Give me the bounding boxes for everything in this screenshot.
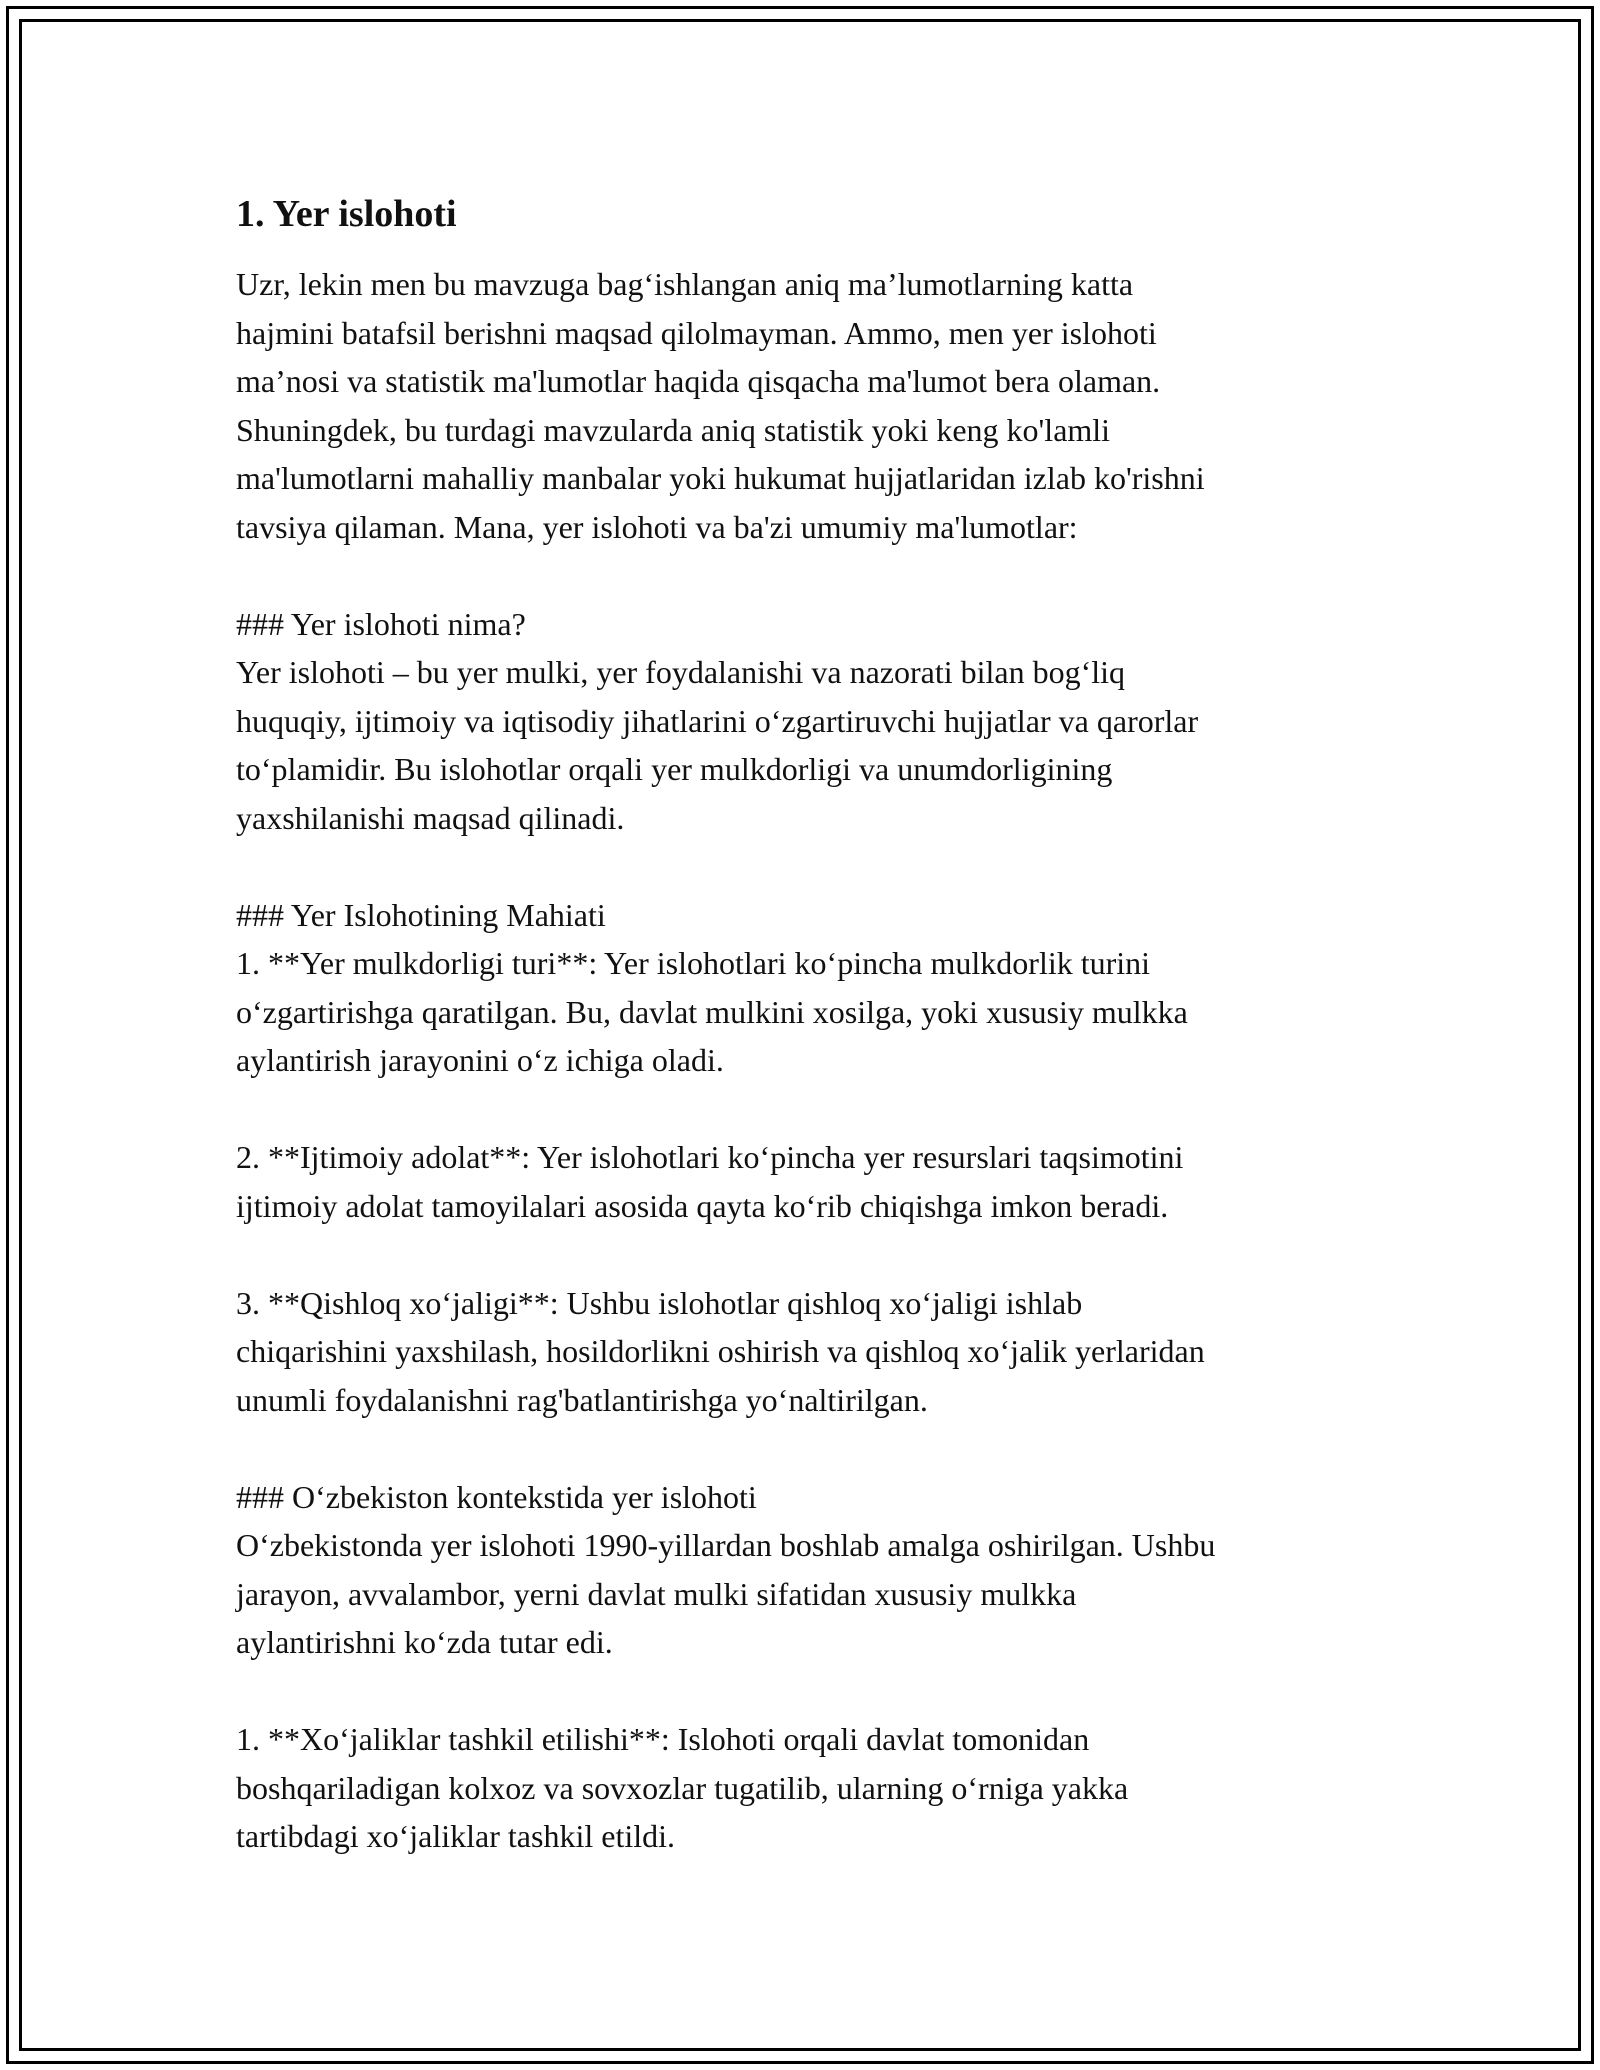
list-item-line: 2. **Ijtimoiy adolat**: Yer islohotlari ko‘pincha yer resurslari taqsimotini <box>236 1139 1184 1175</box>
text-line: huquqiy, ijtimoiy va iqtisodiy jihatlarini o‘zgartiruvchi hujjatlar va qarorlar <box>236 702 1199 739</box>
list-item-line: tartibdagi xo‘jaliklar tashkil etildi. <box>236 1818 675 1854</box>
blank-line <box>236 1085 1366 1134</box>
section-heading: ### Yer Islohotining Mahiati <box>236 896 606 933</box>
list-item-line: aylantirish jarayonini o‘z ichiga oladi. <box>236 1042 724 1078</box>
text-line: ma'lumotlarni mahalliy manbalar yoki hukumat hujjatlaridan izlab ko'rishni <box>236 460 1205 496</box>
list-item-line: 1. **Yer mulkdorligi turi**: Yer islohotlari ko‘pincha mulkdorlik turini <box>236 945 1151 981</box>
text-line: to‘plamidir. Bu islohotlar orqali yer mulkdorligi va unumdorligining <box>236 751 1113 787</box>
list-item-line: o‘zgartirishga qaratilgan. Bu, davlat mulkini xosilga, yoki xususiy mulkka <box>236 993 1188 1030</box>
text-line: tavsiya qilaman. Mana, yer islohoti va ba'zi umumiy ma'lumotlar: <box>236 508 1078 545</box>
text-line: aylantirishni ko‘zda tutar edi. <box>236 1624 613 1660</box>
blank-line <box>236 1667 1366 1716</box>
blank-line <box>236 551 1366 600</box>
blank-line <box>236 1230 1366 1279</box>
text-line: hajmini batafsil berishni maqsad qilolmayman. Ammo, men yer islohoti <box>236 314 1157 351</box>
list-item-line: boshqariladigan kolxoz va sovxozlar tugatilib, ularning o‘rniga yakka <box>236 1769 1129 1806</box>
text-line: Uzr, lekin men bu mavzuga bag‘ishlangan aniq ma’lumotlarning katta <box>236 266 1134 302</box>
document-body <box>236 190 1366 1861</box>
page-title: 1. Yer islohoti <box>236 193 457 235</box>
list-item-line: ijtimoiy adolat tamoyilalari asosida qayta ko‘rib chiqishga imkon beradi. <box>236 1187 1169 1224</box>
text-line: jarayon, avvalambor, yerni davlat mulki sifatidan xususiy mulkka <box>236 1575 1077 1612</box>
section-heading: ### O‘zbekiston kontekstida yer islohoti <box>236 1478 757 1515</box>
text-line: ma’nosi va statistik ma'lumotlar haqida qisqacha ma'lumot bera olaman. <box>236 363 1161 399</box>
list-item-line: unumli foydalanishni rag'batlantirishga yo‘naltirilgan. <box>236 1381 928 1418</box>
list-item-line: 3. **Qishloq xo‘jaligi**: Ushbu islohotlar qishloq xo‘jaligi ishlab <box>236 1284 1083 1321</box>
blank-line <box>236 1424 1366 1473</box>
section-heading: ### Yer islohoti nima? <box>236 605 526 642</box>
text-line: Yer islohoti – bu yer mulki, yer foydalanishi va nazorati bilan bog‘liq <box>236 654 1126 690</box>
blank-line <box>236 842 1366 891</box>
list-item-line: chiqarishini yaxshilash, hosildorlikni oshirish va qishloq xo‘jalik yerlaridan <box>236 1333 1205 1369</box>
text-line: O‘zbekistonda yer islohoti 1990-yillardan boshlab amalga oshirilgan. Ushbu <box>236 1527 1216 1563</box>
text-line: Shuningdek, bu turdagi mavzularda aniq statistik yoki keng ko'lamli <box>236 411 1111 448</box>
intro-paragraph <box>236 260 1366 1861</box>
text-line: yaxshilanishi maqsad qilinadi. <box>236 799 625 836</box>
list-item-line: 1. **Xo‘jaliklar tashkil etilishi**: Islohoti orqali davlat tomonidan <box>236 1721 1090 1757</box>
